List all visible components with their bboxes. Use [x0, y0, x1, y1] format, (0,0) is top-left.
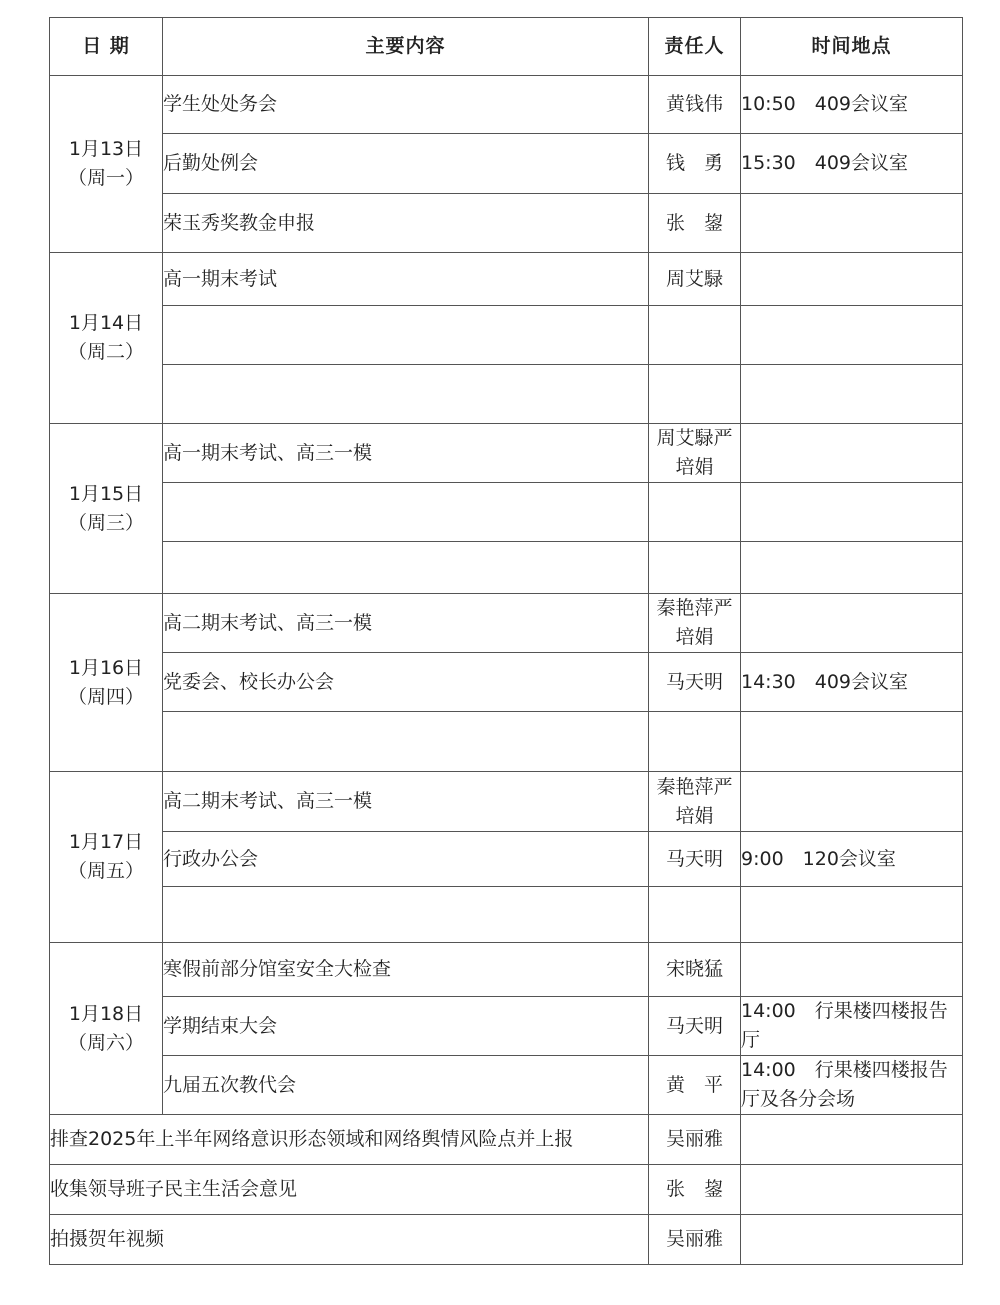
person-cell: 宋晓猛 [649, 943, 741, 997]
date-cell [50, 253, 163, 424]
time-place-cell [741, 1165, 963, 1215]
content-cell: 党委会、校长办公会 [163, 653, 649, 712]
table-row [50, 1215, 963, 1265]
person-cell: 秦艳萍严培娟 [649, 772, 741, 832]
table-row [50, 594, 963, 653]
date-cell [50, 943, 163, 1115]
time-place-cell [741, 194, 963, 253]
content-cell: 寒假前部分馆室安全大检查 [163, 943, 649, 997]
content-cell: 荣玉秀奖教金申报 [163, 194, 649, 253]
content-cell [163, 483, 649, 542]
header-row [50, 18, 963, 76]
date-label: 1月15日 [68, 482, 144, 505]
header-person: 责任人 [649, 18, 741, 76]
content-cell: 高二期末考试、高三一模 [163, 772, 649, 832]
content-cell [163, 887, 649, 943]
time-place-cell: 9:00 120会议室 [741, 832, 963, 887]
person-cell: 吴丽雅 [649, 1115, 741, 1165]
weekday-label: （周二） [67, 341, 144, 363]
person-cell [649, 306, 741, 365]
time-place-cell [741, 772, 963, 832]
time-place-cell [741, 712, 963, 772]
time-place-cell [741, 943, 963, 997]
table-row [50, 483, 963, 542]
person-cell: 钱 勇 [649, 134, 741, 194]
weekly-schedule-table [49, 17, 963, 1265]
table-row [50, 712, 963, 772]
weekday-label: （周六） [67, 1031, 144, 1054]
task-content-cell: 拍摄贺年视频 [50, 1215, 649, 1265]
table-row [50, 997, 963, 1056]
content-cell [163, 712, 649, 772]
header-date: 日 期 [50, 18, 163, 76]
time-place-cell [741, 365, 963, 424]
header-content: 主要内容 [163, 18, 649, 76]
table-row [50, 887, 963, 943]
time-place-cell [741, 887, 963, 943]
time-place-cell: 10:50 409会议室 [741, 76, 963, 134]
person-cell: 马天明 [649, 997, 741, 1056]
person-cell: 马天明 [649, 832, 741, 887]
person-cell [649, 712, 741, 772]
weekday-label: （周三） [67, 511, 144, 534]
content-cell [163, 542, 649, 594]
content-cell: 后勤处例会 [163, 134, 649, 194]
time-place-cell [741, 1215, 963, 1265]
content-cell: 高一期末考试、高三一模 [163, 424, 649, 483]
person-cell: 马天明 [649, 653, 741, 712]
person-cell: 周艾騄严培娟 [649, 424, 741, 483]
date-cell [50, 772, 163, 943]
content-cell [163, 365, 649, 424]
table-row [50, 253, 963, 306]
weekday-label: （周五） [67, 860, 144, 882]
time-place-cell: 14:30 409会议室 [741, 653, 963, 712]
table-row [50, 306, 963, 365]
date-cell [50, 76, 163, 253]
person-cell [649, 542, 741, 594]
person-cell: 张 鋆 [649, 1165, 741, 1215]
table-row [50, 832, 963, 887]
task-content-cell: 收集领导班子民主生活会意见 [50, 1165, 649, 1215]
person-cell [649, 365, 741, 424]
content-cell: 九届五次教代会 [163, 1056, 649, 1115]
table-row [50, 1115, 963, 1165]
table-row [50, 772, 963, 832]
table-row [50, 653, 963, 712]
weekday-label: （周四） [67, 685, 144, 708]
table-row [50, 76, 963, 134]
content-cell: 学生处处务会 [163, 76, 649, 134]
person-cell: 张 鋆 [649, 194, 741, 253]
person-cell: 吴丽雅 [649, 1215, 741, 1265]
time-place-cell [741, 306, 963, 365]
content-cell: 学期结束大会 [163, 997, 649, 1056]
table-row [50, 424, 963, 483]
person-cell [649, 887, 741, 943]
date-cell [50, 594, 163, 772]
task-content-cell: 排查2025年上半年网络意识形态领域和网络舆情风险点并上报 [50, 1115, 649, 1165]
person-cell: 黄钱伟 [649, 76, 741, 134]
date-label: 1月16日 [68, 656, 144, 679]
weekday-label: （周一） [67, 167, 144, 189]
time-place-cell [741, 424, 963, 483]
date-label: 1月18日 [68, 1002, 144, 1025]
content-cell [163, 306, 649, 365]
content-cell: 行政办公会 [163, 832, 649, 887]
table-row [50, 1165, 963, 1215]
date-label: 1月14日 [68, 312, 144, 334]
table-row [50, 134, 963, 194]
time-place-cell [741, 253, 963, 306]
time-place-cell: 14:00 行果楼四楼报告厅及各分会场 [741, 1056, 963, 1115]
table-row [50, 194, 963, 253]
content-cell: 高二期末考试、高三一模 [163, 594, 649, 653]
time-place-cell: 15:30 409会议室 [741, 134, 963, 194]
time-place-cell [741, 483, 963, 542]
content-cell: 高一期末考试 [163, 253, 649, 306]
person-cell: 黄 平 [649, 1056, 741, 1115]
time-place-cell [741, 594, 963, 653]
person-cell: 秦艳萍严培娟 [649, 594, 741, 653]
date-label: 1月13日 [68, 138, 144, 160]
header-time-place: 时间地点 [741, 18, 963, 76]
table-row [50, 1056, 963, 1115]
person-cell: 周艾騄 [649, 253, 741, 306]
date-cell [50, 424, 163, 594]
time-place-cell [741, 1115, 963, 1165]
table-row [50, 943, 963, 997]
date-label: 1月17日 [68, 831, 144, 853]
table-row [50, 365, 963, 424]
person-cell [649, 483, 741, 542]
table-row [50, 542, 963, 594]
time-place-cell [741, 542, 963, 594]
time-place-cell: 14:00 行果楼四楼报告厅 [741, 997, 963, 1056]
